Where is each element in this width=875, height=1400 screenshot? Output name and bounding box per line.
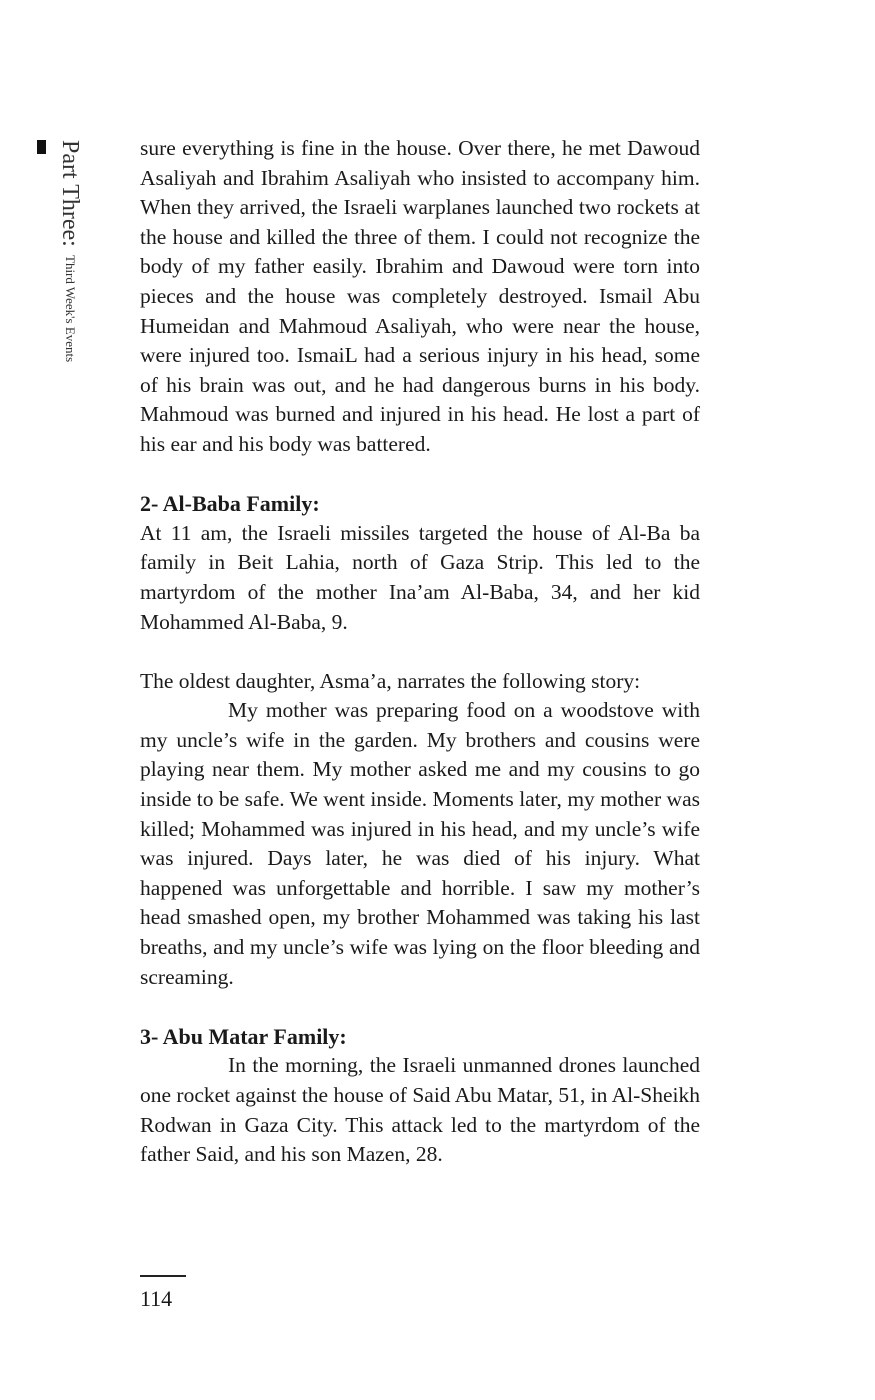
paragraph-al-baba-intro: At 11 am, the Israeli missiles targeted the house of Al-Ba ba family in Beit Lahia, north of Gaza Strip. This led to the martyrdom of the mother Ina’am Al-Baba, 34, and her kid Mohammed Al-Baba, 9. bbox=[140, 520, 700, 634]
footer-rule bbox=[140, 1275, 186, 1277]
running-head-subtitle: Third Week's Events bbox=[63, 254, 78, 363]
paragraph-gap bbox=[140, 992, 700, 1022]
paragraph-gap bbox=[140, 637, 700, 667]
page-body bbox=[140, 134, 700, 1170]
heading-al-baba-family: 2- Al-Baba Family: bbox=[140, 491, 320, 517]
paragraph-asmaa-intro: The oldest daughter, Asma’a, narrates the following story: bbox=[140, 668, 641, 693]
running-head bbox=[56, 140, 83, 362]
paragraph-gap bbox=[140, 460, 700, 490]
running-head-bar bbox=[37, 140, 46, 154]
paragraph-asmaa-story: My mother was preparing food on a woodstove with my uncle’s wife in the garden. My brothers and cousins were playing near them. My mother asked me and my cousins to go inside to be safe. We went inside. Moments later, my mother was killed; Mohammed was injured in his head, and my uncle’s wife was injured. Days later, he was died of his injury. What happened was unforgettable and horrible. I saw my mother’s head smashed open, my brother Mohammed was taking his last breaths, and my uncle’s wife was lying on the floor bleeding and screaming. bbox=[140, 698, 700, 989]
paragraph-continued: sure everything is fine in the house. Over there, he met Dawoud Asaliyah and Ibrahim Asaliyah who insisted to accompany him. When they arrived, the Israeli warplanes launched two rockets at the house and killed the three of them. I could not recognize the body of my father easily. Ibrahim and Dawoud were torn into pieces and the house was completely destroyed. Ismail Abu Humeidan and Mahmoud Asaliyah, who were near the house, were injured too. IsmaiL had a serious injury in his head, some of his brain was out, and he had dangerous burns in his body. Mahmoud was burned and injured in his head. He lost a part of his ear and his body was battered. bbox=[140, 136, 700, 456]
paragraph-abu-matar: In the morning, the Israeli unmanned drones launched one rocket against the house of Said Abu Matar, 51, in Al-Sheikh Rodwan in Gaza City. This attack led to the martyrdom of the father Said, and his son Mazen, 28. bbox=[140, 1053, 700, 1167]
heading-abu-matar-family: 3- Abu Matar Family: bbox=[140, 1023, 347, 1049]
running-head-part: Part Three: bbox=[57, 140, 83, 247]
page-number: 114 bbox=[140, 1286, 173, 1311]
